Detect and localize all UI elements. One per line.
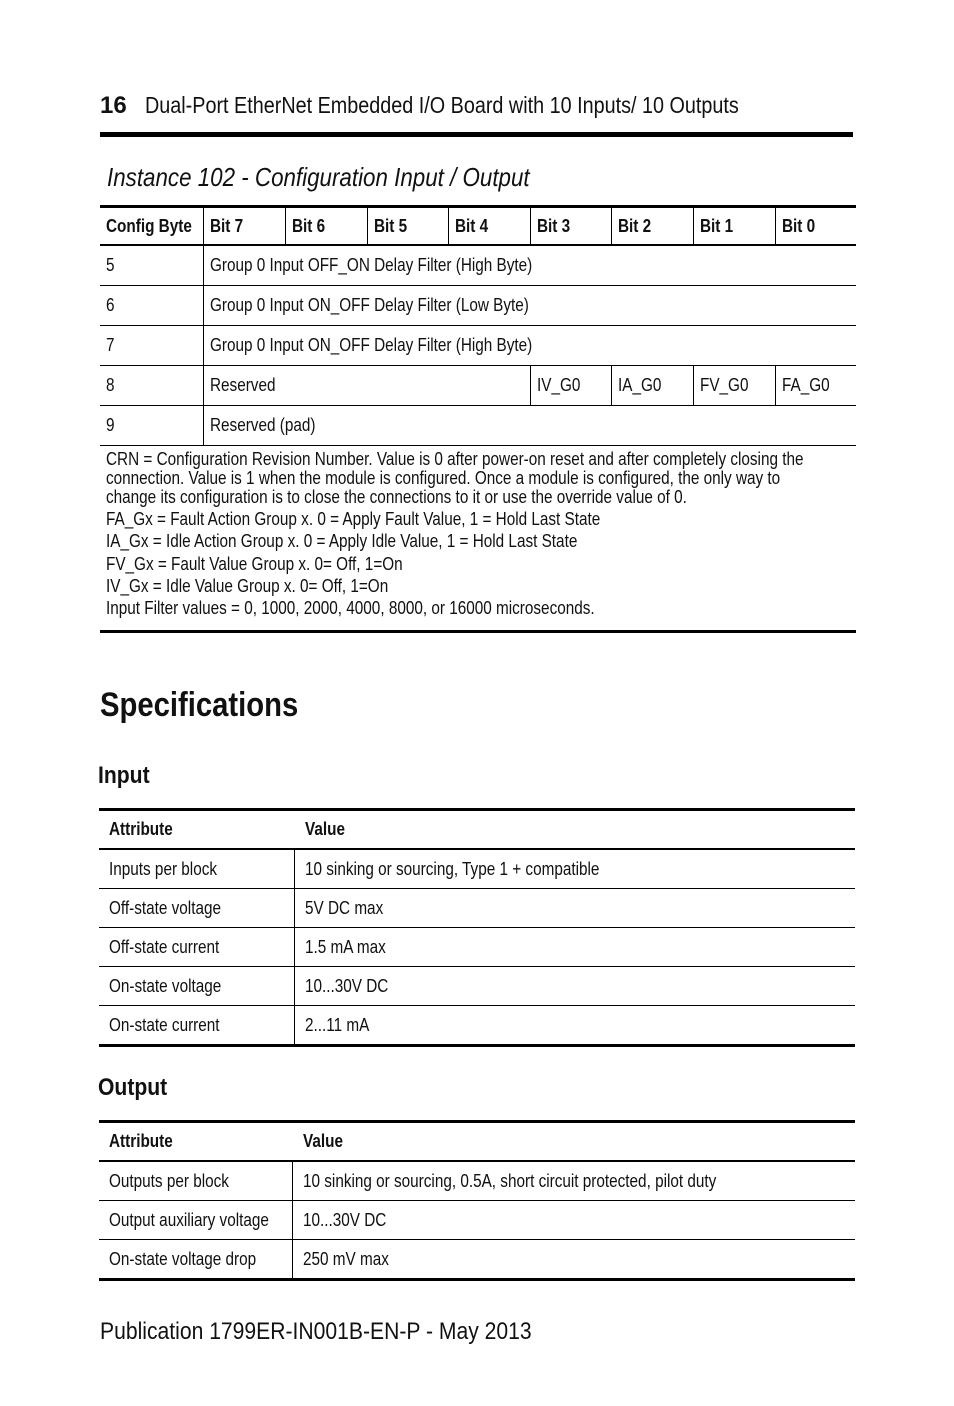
config-byte: 9 xyxy=(106,415,115,435)
header-bit6: Bit 6 xyxy=(285,208,367,244)
table-row xyxy=(99,1006,855,1047)
attribute-cell: Outputs per block xyxy=(109,1170,229,1191)
config-description: Reserved (pad) xyxy=(203,406,856,445)
note-input-filter: Input Filter values = 0, 1000, 2000, 4000, 8000, or 16000 microseconds. xyxy=(106,598,595,618)
config-byte: 6 xyxy=(106,295,115,315)
value-cell: 10...30V DC xyxy=(294,967,855,1005)
config-description: Group 0 Input ON_OFF Delay Filter (Low Byte) xyxy=(203,286,856,325)
config-description: Group 0 Input OFF_ON Delay Filter (High Byte) xyxy=(203,246,856,285)
config-description: Reserved xyxy=(203,366,530,405)
note-ia: IA_Gx = Idle Action Group x. 0 = Apply Idle Value, 1 = Hold Last State xyxy=(106,531,578,551)
config-row xyxy=(100,246,856,286)
note-crn-line3: change its configuration is to close the connections to it or use the override value of 0. xyxy=(106,487,687,507)
instance-title: Instance 102 - Configuration Input / Output xyxy=(107,162,530,192)
value-cell: 1.5 mA max xyxy=(294,928,855,966)
table-row xyxy=(99,967,855,1006)
note-fa: FA_Gx = Fault Action Group x. 0 = Apply Fault Value, 1 = Hold Last State xyxy=(106,509,601,529)
attribute-cell: On-state voltage xyxy=(109,975,222,996)
header-attribute: Attribute xyxy=(109,1131,173,1151)
config-row xyxy=(100,406,856,446)
note-crn-line1: CRN = Configuration Revision Number. Value is 0 after power-on reset and after completely closing the xyxy=(106,449,804,469)
table-row xyxy=(99,1240,855,1281)
config-table-header xyxy=(100,205,856,246)
value-cell: 2...11 mA xyxy=(294,1006,855,1044)
input-spec-table xyxy=(99,808,855,1047)
value-cell: 10 sinking or sourcing, Type 1 + compatible xyxy=(294,850,855,888)
output-table-header xyxy=(99,1120,855,1162)
header-value: Value xyxy=(303,1131,343,1151)
table-row xyxy=(99,850,855,889)
config-byte: 5 xyxy=(106,255,115,275)
attribute-cell: On-state current xyxy=(109,1014,220,1035)
header-rule xyxy=(100,132,853,137)
config-row xyxy=(100,286,856,326)
header-bit7: Bit 7 xyxy=(203,208,285,244)
config-bit3: IV_G0 xyxy=(530,366,611,405)
header-attribute: Attribute xyxy=(109,819,173,839)
attribute-cell: Inputs per block xyxy=(109,858,218,879)
header-bit0: Bit 0 xyxy=(775,208,856,244)
config-description: Group 0 Input ON_OFF Delay Filter (High Byte) xyxy=(203,326,856,365)
header-bit5: Bit 5 xyxy=(367,208,448,244)
publication-footer: Publication 1799ER-IN001B-EN-P - May 2013 xyxy=(100,1318,532,1345)
note-fv: FV_Gx = Fault Value Group x. 0= Off, 1=On xyxy=(106,554,403,574)
attribute-cell: Off-state current xyxy=(109,936,220,957)
header-bit2: Bit 2 xyxy=(611,208,693,244)
note-crn-line2: connection. Value is 1 when the module is configured. Once a module is configured, the only way to xyxy=(106,468,781,488)
header-bit3: Bit 3 xyxy=(530,208,611,244)
config-bit0: FA_G0 xyxy=(775,366,856,405)
specifications-heading: Specifications xyxy=(100,686,299,724)
page-number: 16 xyxy=(100,92,127,119)
config-byte: 7 xyxy=(106,335,115,355)
attribute-cell: Output auxiliary voltage xyxy=(109,1209,269,1230)
value-cell: 10...30V DC xyxy=(292,1201,855,1239)
header-value: Value xyxy=(305,819,345,839)
config-bit1: FV_G0 xyxy=(693,366,775,405)
config-notes xyxy=(100,446,856,633)
document-title: Dual-Port EtherNet Embedded I/O Board with 10 Inputs/ 10 Outputs xyxy=(145,92,739,118)
table-row xyxy=(99,1162,855,1201)
config-bit2: IA_G0 xyxy=(611,366,693,405)
table-row xyxy=(99,928,855,967)
value-cell: 10 sinking or sourcing, 0.5A, short circuit protected, pilot duty xyxy=(292,1162,855,1200)
table-row xyxy=(99,889,855,928)
note-iv: IV_Gx = Idle Value Group x. 0= Off, 1=On xyxy=(106,576,389,596)
attribute-cell: Off-state voltage xyxy=(109,897,221,918)
input-heading: Input xyxy=(98,762,150,789)
attribute-cell: On-state voltage drop xyxy=(109,1248,257,1269)
header-config-byte: Config Byte xyxy=(106,215,192,236)
table-row xyxy=(99,1201,855,1240)
config-byte: 8 xyxy=(106,375,115,395)
header-bit4: Bit 4 xyxy=(448,208,530,244)
output-spec-table xyxy=(99,1120,855,1281)
config-row xyxy=(100,366,856,406)
config-table xyxy=(100,205,856,446)
header-bit1: Bit 1 xyxy=(693,208,775,244)
output-heading: Output xyxy=(98,1074,168,1101)
value-cell: 5V DC max xyxy=(294,889,855,927)
page-header xyxy=(100,88,853,124)
config-row xyxy=(100,326,856,366)
value-cell: 250 mV max xyxy=(292,1240,855,1278)
input-table-header xyxy=(99,808,855,850)
